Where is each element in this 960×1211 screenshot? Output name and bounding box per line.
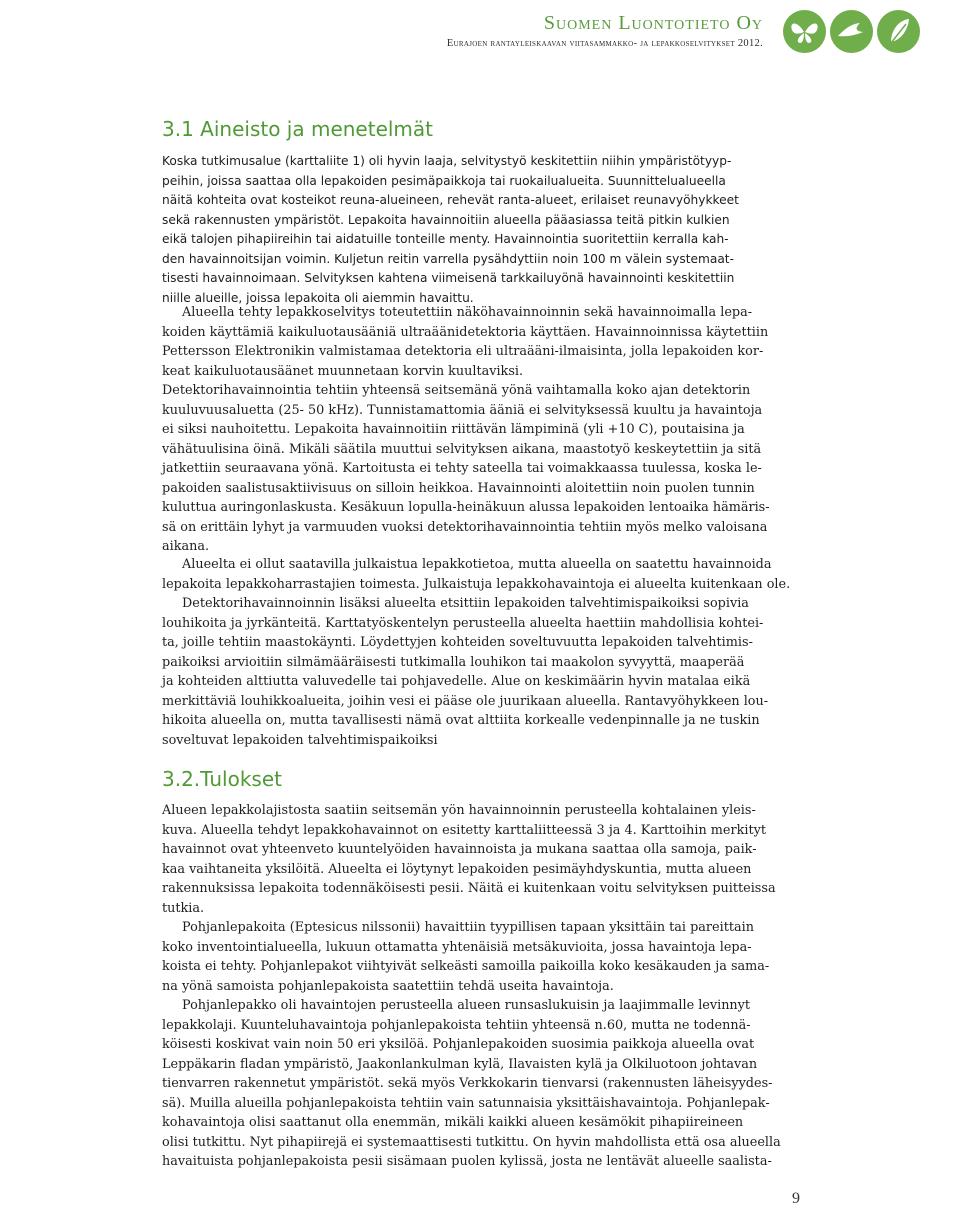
text-line: kaa vaihtaneita yksilöitä. Alueelta ei löytynyt lepakoiden pesimäyhdyskuntia, mutta alueen [162,861,752,877]
paragraph [162,594,802,750]
text-line: tutkia. [162,900,205,916]
text-line: köisesti koskivat vain noin 50 eri yksilöä. Pohjanlepakoiden suosimia paikkoja alueella ovat [162,1037,755,1052]
text-line: kuva. Alueella tehdyt lepakkohavainnot on esitetty karttaliitteessä 3 ja 4. Karttoihin merkityt [162,822,766,838]
paragraph [162,996,802,1172]
text-line: aikana. [162,539,210,554]
paragraph [162,555,802,594]
text-line: Detektorihavainnointia tehtiin yhteensä seitsemänä yönä vaihtamalla koko ajan detektorin [162,383,751,398]
paragraph [162,801,802,918]
text-line: pakoiden saalistusaktiivisuus on silloin heikkoa. Havainnointi aloitettiin noin puolen tunnin [162,480,755,496]
section-title-methods: 3.1 Aineisto ja menetelmät [162,117,434,141]
text-line: kuluttua auringonlaskusta. Kesäkuun lopulla-heinäkuun alussa lepakoiden lentoaika hämäris- [162,500,770,515]
bird-icon [830,10,873,53]
text-line: Pohjanlepakko oli havaintojen perusteella alueen runsaslukuisin ja laajimmalle levinnyt [182,998,751,1013]
text-line: Alueen lepakkolajistosta saatiin seitsemän yön havainnoinnin perusteella kohtalainen yleis- [162,803,756,818]
text-line: keat kaikuluotausäänet muunnetaan korvin kuultaviksi. [162,363,524,379]
text-line: vähätuulisina öinä. Mikäli säätila muuttui selvityksen aikana, maastotyö keskeytettiin ja sitä [162,441,762,457]
text-line: Pettersson Elektronikin valmistamaa detektoria eli ultraääni-ilmaisinta, jolla lepakoiden kor- [162,344,764,359]
text-line: ta, joille tehtiin maastokäynti. Löydettyjen kohteiden soveltuvuutta lepakoiden talvehtimis- [162,635,753,650]
text-line: näitä kohteita ovat kosteikot reuna-alueineen, rehevät ranta-alueet, erilaiset reunavyöhykkeet [162,193,739,207]
text-line: lepakkolaji. Kuunteluhavaintoja pohjanlepakoista tehtiin yhteensä n.60, mutta ne todennä- [162,1017,751,1033]
text-line: lepakoita lepakkoharrastajien toimesta. Julkaistuja lepakkohavaintoja ei alueelta kuitenkaan ole. [162,576,791,592]
text-line: ei siksi nauhoitettu. Lepakoita havainnoitiin riittävän lämpiminä (yli +10 C), poutaisina ja [162,422,745,437]
text-line: niille alueille, joissa lepakoita oli aiemmin havaittu. [162,290,474,305]
text-line: Leppäkarin fladan ympäristö, Jaakonlankulman kylä, Ilavaisten kylä ja Olkiluotoon johtavan [162,1056,758,1072]
text-line: soveltuvat lepakoiden talvehtimispaikoiksi [162,732,438,748]
text-line: havaituista pohjanlepakoista pesii sisämaan puolen kylissä, josta ne lentävät alueelle saalista- [162,1154,772,1169]
paragraph [162,303,802,557]
text-line: Koska tutkimusalue (karttaliite 1) oli hyvin laaja, selvitystyö keskitettiin niihin ympäristötyyp- [162,154,732,168]
text-line: sä on erittäin lyhyt ja varmuuden vuoksi detektorihavainnointia tehtiin myös melko valoisana [162,519,768,535]
company-name: Suomen Luontotieto Oy [543,12,763,34]
text-line: den havainnoitsijan voimin. Kuljetun reitin varrella pysähdyttiin noin 100 m välein systemaat- [162,251,734,266]
text-line: koko inventointialueella, lukuun ottamatta yhtenäisiä metsäkuvioita, jossa havaintoja lepa- [162,939,752,955]
leaf-icon [877,10,920,53]
text-line: hikoita alueella on, mutta tavallisesti nämä ovat alttiita korkealle vedenpinnalle ja ne tuskin [162,713,760,728]
text-line: ja kohteiden alttiutta valuvedelle tai pohjavedelle. Alue on keskimäärin hyvin matalaa eikä [162,674,751,689]
text-line: merkittäviä louhikkoalueita, joihin vesi ei pääse ole juurikaan alueella. Rantavyöhykkeen lou- [162,693,769,709]
text-line: kuuluvuusaluetta (25- 50 kHz). Tunnistamattomia ääniä ei selvityksessä kuultu ja havaintoja [162,402,763,418]
butterfly-icon [783,10,826,53]
text-line: sekä rakennusten ympäristöt. Lepakoita havainnoitiin alueella pääasiassa teitä pitkin kulkien [162,212,730,227]
text-line: peihin, joissa saattaa olla lepakoiden pesimäpaikkoja tai ruokailualueita. Suunnittelualueella [162,173,726,188]
text-line: havainnot ovat yhteenveto kuuntelyöiden havainnoista ja mukana saattaa olla samoja, paik- [162,842,757,857]
paragraph [162,918,802,996]
text-line: paikoiksi arvioitiin silmämääräisesti tutkimalla louhikon tai maakolon syvyyttä, maaperää [162,654,745,670]
text-line: Pohjanlepakoita (Eptesicus nilssonii) havaittiin tyypillisen tapaan yksittäin tai pareittain [182,920,754,935]
text-line: koiden käyttämiä kaikuluotausääniä ultraäänidetektoria käyttäen. Havainnoinnissa käytettiin [162,324,769,340]
text-line: tisesti havainnoimaan. Selvityksen kahtena viimeisenä tarkkailuyönä havainnointi keskitettiin [162,271,735,285]
section-title-results: 3.2.Tulokset [162,767,282,791]
text-line: olisi tutkittu. Nyt pihapiirejä ei systemaattisesti tutkittu. On hyvin mahdollista että osa alueella [162,1134,781,1150]
text-line: koista ei tehty. Pohjanlepakot viihtyivät selkeästi samoilla paikoilla koko kesäkauden ja sama- [162,959,770,974]
brand-block [447,12,763,51]
text-line: kohavaintoja olisi saattanut olla enemmän, mikäli kaikki alueen kesämökit pihapiireineen [162,1115,744,1130]
logo-icons [783,10,920,53]
text-line: jatkettiin seuraavana yönä. Kartoitusta ei tehty sateella tai voimakkaassa tuulessa, koska le- [162,461,762,476]
text-line: Alueelta ei ollut saatavilla julkaistua lepakkotietoa, mutta alueella on saatettu havainnoida [182,557,772,572]
text-line: sä). Muilla alueilla pohjanlepakoista tehtiin vain satunnaisia yksittäishavaintoja. Pohjanlepak- [162,1095,770,1111]
text-line: rakennuksissa lepakoita todennäköisesti pesii. Näitä ei kuitenkaan voitu selvityksen puitteissa [162,881,776,896]
text-line: Detektorihavainnoinnin lisäksi alueelta etsittiin lepakoiden talvehtimispaikoiksi sopivia [182,596,749,611]
page-number: 9 [792,1190,800,1207]
paragraph [162,152,802,308]
text-line: louhikoita ja jyrkänteitä. Karttatyöskentelyn perusteella alueelta haettiin mahdollisia kohtei- [162,615,764,631]
report-subtitle: Eurajoen rantayleiskaavan viitasammakko- ja lepakkoselvitykset 2012. [446,38,763,49]
text-line: na yönä samoista pohjanlepakoista saatettiin tehdä useita havaintoja. [162,978,614,994]
text-line: Alueella tehty lepakkoselvitys toteutettiin näköhavainnoinnin sekä havainnoimalla lepa- [182,305,753,320]
text-line: eikä talojen pihapiireihin tai aidatuille tonteille menty. Havainnointia suoritettiin kerralla kah- [162,232,729,246]
text-line: tienvarren rakennetut ympäristöt. sekä myös Verkkokarin tienvarsi (rakennusten läheisyydes- [162,1076,773,1091]
